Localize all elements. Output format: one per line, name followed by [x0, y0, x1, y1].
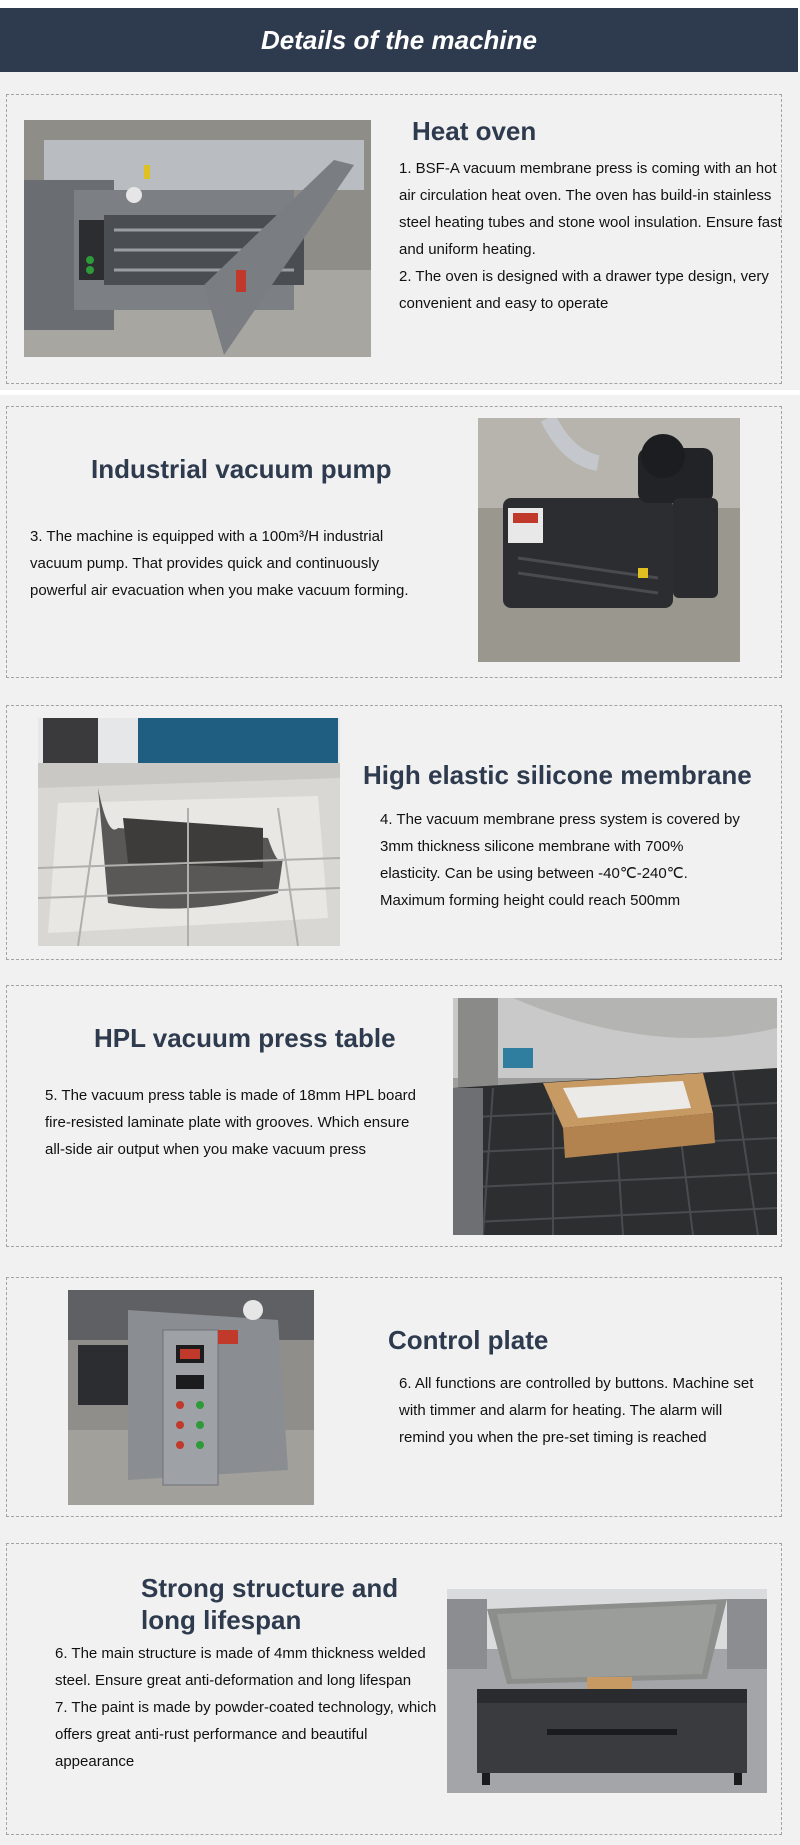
section-silicone-membrane	[6, 705, 782, 960]
section-paragraph: 2. The oven is designed with a drawer type design, very convenient and easy to operate	[399, 268, 769, 312]
section-control-plate	[6, 1277, 782, 1517]
silicone-membrane-photo	[38, 718, 340, 946]
section-vacuum-pump	[6, 406, 782, 678]
section-body	[30, 523, 425, 604]
section-body	[380, 806, 740, 914]
structure-photo	[447, 1589, 767, 1793]
section-structure	[6, 1543, 782, 1835]
hpl-table-photo	[453, 998, 777, 1235]
section-paragraph: 5. The vacuum press table is made of 18mm HPL board fire-resisted laminate plate with grooves. Which ensure all-side air output when you make vacuum press	[45, 1087, 417, 1158]
section-paragraph: 3. The machine is equipped with a 100m³/H industrial vacuum pump. That provides quick and continuously powerful air evacuation when you make vacuum forming.	[30, 528, 409, 599]
heat-oven-photo	[24, 120, 371, 357]
vacuum-pump-photo	[478, 418, 740, 662]
section-body	[399, 155, 784, 317]
section-paragraph: 6. All functions are controlled by buttons. Machine set with timmer and alarm for heating. The alarm will remind you when the pre-set timing is reached	[399, 1375, 754, 1446]
page-header	[0, 8, 798, 72]
section-paragraph: 4. The vacuum membrane press system is covered by 3mm thickness silicone membrane with 700% elasticity. Can be using between -40℃-240℃. Maximum forming height could reach 500mm	[380, 811, 740, 909]
page-title: Details of the machine	[261, 24, 537, 55]
section-body	[399, 1370, 769, 1451]
section-paragraph: 1. BSF-A vacuum membrane press is coming with an hot air circulation heat oven. The oven has build-in stainless steel heating tubes and stone wool insulation. Ensure fast and uniform heating.	[399, 160, 782, 258]
section-title: Control plate	[388, 1325, 549, 1355]
section-title: HPL vacuum press table	[94, 1023, 396, 1053]
section-title: Strong structure and long lifespan	[141, 1573, 399, 1635]
section-paragraph: 7. The paint is made by powder-coated technology, which offers great anti-rust performance and beautiful appearance	[55, 1699, 437, 1770]
section-body	[45, 1082, 425, 1163]
section-paragraph: 6. The main structure is made of 4mm thickness welded steel. Ensure great anti-deformation and long lifespan	[55, 1645, 426, 1689]
section-body	[55, 1640, 440, 1775]
section-heat-oven	[6, 94, 782, 384]
section-title: Heat oven	[412, 116, 537, 146]
section-title: High elastic silicone membrane	[363, 760, 752, 790]
control-plate-photo	[68, 1290, 314, 1505]
section-hpl-table	[6, 985, 782, 1247]
section-title: Industrial vacuum pump	[91, 454, 392, 484]
